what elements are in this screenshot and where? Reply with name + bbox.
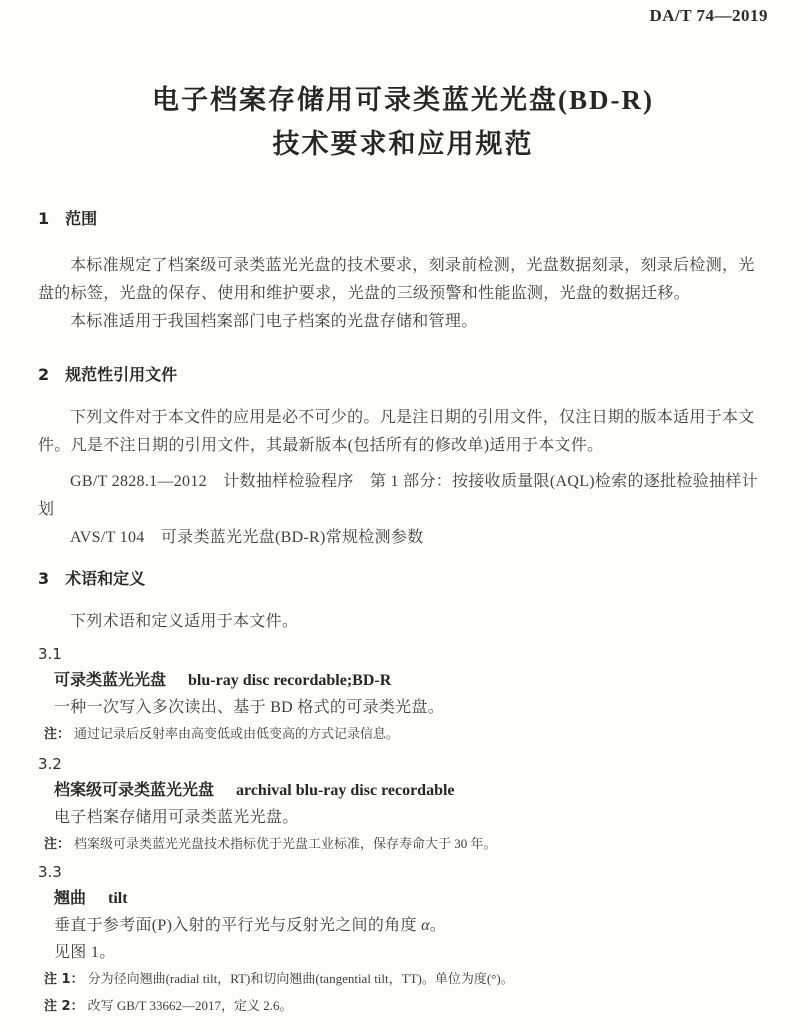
terms-intro: 下列术语和定义适用于本文件。 (70, 613, 299, 630)
term-3-3-note-1 (44, 966, 768, 993)
term-3-2-number: 3.2 (38, 755, 62, 773)
term-3-3-number: 3.3 (38, 863, 62, 881)
term-3-2-note (44, 831, 768, 858)
section-2-number: 2 (38, 365, 50, 384)
term-3-3-see-figure: 见图 1。 (54, 944, 116, 961)
term-3-3-note-2 (44, 993, 768, 1020)
term-3-1-note-text: 通过记录后反射率由高变低或由低变高的方式记录信息。 (74, 726, 400, 741)
section-3-heading (38, 568, 768, 590)
term-3-3-def-text: 垂直于参考面(P)入射的平行光与反射光之间的角度 (54, 917, 422, 934)
doc-title (38, 78, 768, 166)
reference-avst-104: AVS/T 104 可录类蓝光光盘(BD-R)常规检测参数 (70, 529, 424, 546)
term-3-1-definition: 一种一次写入多次读出、基于 BD 格式的可录类光盘。 (54, 699, 445, 716)
term-3-3-zh: 翘曲 (54, 888, 87, 907)
alpha-symbol: α (421, 917, 430, 934)
section-1-heading (38, 208, 768, 230)
term-3-1-zh: 可录类蓝光光盘 (54, 670, 167, 689)
section-2-title: 规范性引用文件 (65, 365, 178, 384)
term-3-2-note-text: 档案级可录类蓝光光盘技术指标优于光盘工业标准，保存寿命大于 30 年。 (74, 836, 497, 851)
section-3-title: 术语和定义 (65, 569, 146, 588)
term-3-3-def-period: 。 (429, 917, 447, 934)
reference-gbt-2828: GB/T 2828.1—2012 计数抽样检验程序 第 1 部分：按接收质量限(AQL)检索的逐批检验抽样计划 (38, 473, 758, 518)
term-3-1-note (44, 721, 768, 748)
term-3-3-note-1-text: 分为径向翘曲(radial tilt，RT)和切向翘曲(tangential tilt，TT)。单位为度(°)。 (87, 971, 514, 986)
term-3-3-note-2-text: 改写 GB/T 33662—2017，定义 2.6。 (87, 998, 293, 1013)
refs-paragraph-1: 下列文件对于本文件的应用是必不可少的。凡是注日期的引用文件，仅注日期的版本适用于本文件。凡是不注日期的引用文件，其最新版本(包括所有的修改单)适用于本文件。 (38, 409, 755, 454)
term-3-2-heading (54, 776, 768, 804)
term-3-2-zh: 档案级可录类蓝光光盘 (54, 780, 215, 799)
section-2-heading (38, 364, 768, 386)
term-3-1-number: 3.1 (38, 645, 62, 663)
term-3-1-note-label: 注： (44, 727, 71, 742)
term-3-3-heading (54, 884, 768, 912)
term-3-3-definition (54, 912, 768, 939)
term-3-1-en: blu-ray disc recordable;BD-R (188, 672, 392, 689)
doc-number: DA/T 74—2019 (649, 6, 768, 25)
doc-title-line2: 技术要求和应用规范 (272, 129, 534, 159)
scope-paragraph-1: 本标准规定了档案级可录类蓝光光盘的技术要求，刻录前检测，光盘数据刻录，刻录后检测，光盘的标签，光盘的保存、使用和维护要求，光盘的三级预警和性能监测，光盘的数据迁移。 (38, 257, 755, 302)
term-3-3-note-1-label: 注 1： (44, 972, 84, 987)
term-3-2-en: archival blu-ray disc recordable (236, 782, 455, 799)
term-3-2-note-label: 注： (44, 837, 71, 852)
scope-paragraph-2: 本标准适用于我国档案部门电子档案的光盘存储和管理。 (70, 313, 478, 330)
term-3-3-en: tilt (108, 890, 128, 907)
term-3-3-note-2-label: 注 2： (44, 999, 84, 1014)
section-1-number: 1 (38, 209, 50, 228)
section-3-number: 3 (38, 569, 50, 588)
term-3-2-definition: 电子档案存储用可录类蓝光光盘。 (54, 809, 299, 826)
doc-title-line1: 电子档案存储用可录类蓝光光盘(BD-R) (152, 85, 654, 115)
section-1-title: 范围 (65, 209, 98, 228)
term-3-1-heading (54, 666, 768, 694)
